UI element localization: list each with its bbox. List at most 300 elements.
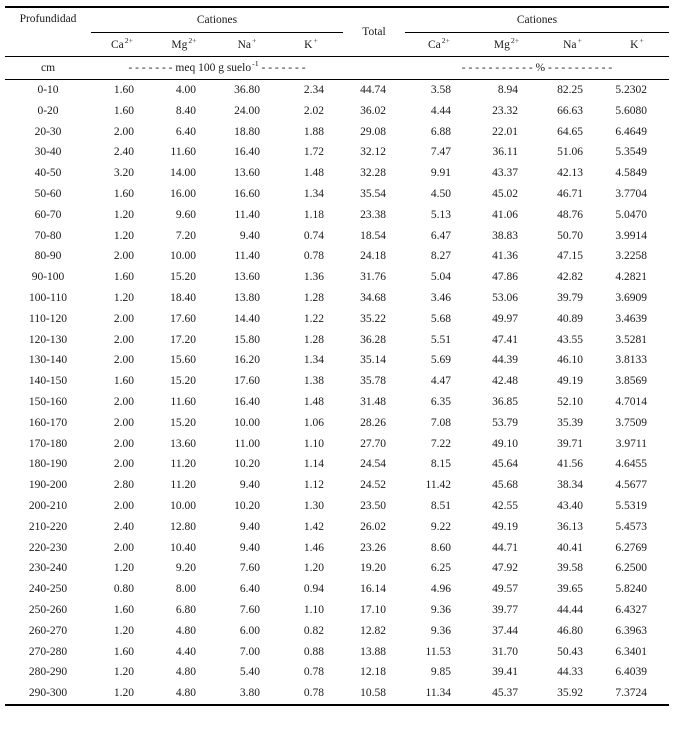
value-cell: 6.4039	[615, 666, 647, 679]
value-cell: 6.2769	[615, 541, 647, 554]
value-cell: 11.20	[170, 479, 196, 492]
value-cell: 6.4649	[615, 125, 647, 138]
value-cell: 45.64	[492, 458, 518, 471]
depth-cell: 30-40	[34, 146, 62, 159]
value-cell: 7.22	[430, 437, 451, 450]
value-cell: 5.8240	[615, 583, 647, 596]
header-cationes-pct: Cationes	[405, 7, 669, 33]
value-cell: 31.70	[492, 645, 518, 658]
ion-label: K	[304, 38, 313, 51]
value-cell: 16.60	[234, 187, 260, 200]
table-row	[5, 246, 669, 267]
value-cell: 11.00	[234, 437, 260, 450]
depth-cell: 70-80	[34, 229, 62, 242]
value-cell: 35.22	[360, 312, 386, 325]
depth-cell: 210-220	[28, 520, 68, 533]
ion-superscript: +	[252, 35, 257, 45]
value-cell: 2.80	[113, 479, 134, 492]
value-cell: 49.10	[492, 437, 518, 450]
value-cell: 46.71	[557, 187, 583, 200]
value-cell: 9.40	[239, 229, 260, 242]
value-cell: 8.27	[430, 250, 451, 263]
value-cell: 26.02	[360, 520, 386, 533]
table-row	[5, 558, 669, 579]
value-cell: 13.60	[234, 271, 260, 284]
header-k-meq	[279, 33, 343, 57]
value-cell: 13.60	[170, 437, 196, 450]
value-cell: 3.7509	[615, 416, 647, 429]
ion-label: Ca	[427, 38, 441, 51]
value-cell: 7.47	[430, 146, 451, 159]
value-cell: 9.91	[430, 167, 451, 180]
value-cell: 24.52	[360, 479, 386, 492]
value-cell: 49.19	[557, 375, 583, 388]
value-cell: 14.40	[234, 312, 260, 325]
value-cell: 45.68	[492, 479, 518, 492]
value-cell: 15.60	[170, 354, 196, 367]
value-cell: 42.82	[557, 271, 583, 284]
value-cell: 6.2500	[615, 562, 647, 575]
ion-superscript: 2+	[510, 35, 520, 45]
depth-cell: 250-260	[28, 603, 68, 616]
value-cell: 5.0470	[615, 208, 647, 221]
value-cell: 2.00	[113, 395, 134, 408]
value-cell: 39.77	[492, 603, 518, 616]
depth-cell: 200-210	[28, 499, 68, 512]
units-meq-dashes-left: - - - - - - -	[128, 61, 173, 74]
value-cell: 32.28	[360, 167, 386, 180]
header-na-pct	[540, 33, 605, 57]
value-cell: 0.80	[113, 583, 134, 596]
depth-cell: 150-160	[28, 395, 68, 408]
value-cell: 31.48	[360, 395, 386, 408]
header-profundidad: Profundidad	[5, 7, 91, 57]
value-cell: 9.40	[239, 541, 260, 554]
value-cell: 15.20	[170, 416, 196, 429]
value-cell: 5.13	[430, 208, 451, 221]
value-cell: 8.94	[497, 84, 518, 96]
value-cell: 50.70	[557, 229, 583, 242]
value-cell: 47.41	[492, 333, 518, 346]
depth-cell: 180-190	[28, 458, 68, 471]
value-cell: 15.20	[170, 271, 196, 284]
value-cell: 9.36	[430, 603, 451, 616]
value-cell: 6.40	[175, 125, 196, 138]
depth-cell: 120-130	[28, 333, 68, 346]
depth-cell: 50-60	[34, 187, 62, 200]
value-cell: 5.4573	[615, 520, 647, 533]
value-cell: 44.44	[557, 603, 583, 616]
value-cell: 5.68	[430, 312, 451, 325]
units-row	[5, 57, 669, 80]
value-cell: 39.65	[557, 583, 583, 596]
value-cell: 34.68	[360, 291, 386, 304]
ion-label: K	[630, 38, 639, 51]
value-cell: 13.60	[234, 167, 260, 180]
value-cell: 0.78	[303, 250, 324, 263]
value-cell: 43.40	[557, 499, 583, 512]
value-cell: 24.54	[360, 458, 386, 471]
value-cell: 2.00	[113, 437, 134, 450]
units-meq-superscript: -1	[252, 58, 259, 68]
ion-label: Mg	[493, 38, 510, 51]
value-cell: 42.55	[492, 499, 518, 512]
value-cell: 1.10	[303, 437, 324, 450]
value-cell: 11.40	[234, 208, 260, 221]
value-cell: 13.80	[234, 291, 260, 304]
value-cell: 6.47	[430, 229, 451, 242]
ion-label: Ca	[110, 38, 124, 51]
value-cell: 18.40	[170, 291, 196, 304]
value-cell: 2.00	[113, 250, 134, 263]
ion-label: Na	[237, 38, 251, 51]
value-cell: 1.60	[113, 375, 134, 388]
value-cell: 17.10	[360, 603, 386, 616]
value-cell: 28.26	[360, 416, 386, 429]
value-cell: 2.00	[113, 354, 134, 367]
depth-cell: 260-270	[28, 624, 68, 637]
value-cell: 66.63	[557, 104, 583, 117]
value-cell: 8.51	[430, 499, 451, 512]
value-cell: 3.8569	[615, 375, 647, 388]
value-cell: 1.28	[303, 291, 324, 304]
units-depth-cell: cm	[5, 57, 91, 80]
value-cell: 44.71	[492, 541, 518, 554]
value-cell: 47.15	[557, 250, 583, 263]
value-cell: 0.78	[303, 687, 324, 700]
value-cell: 2.34	[303, 84, 324, 96]
value-cell: 16.20	[234, 354, 260, 367]
value-cell: 41.36	[492, 250, 518, 263]
value-cell: 17.60	[234, 375, 260, 388]
cation-table	[5, 6, 669, 706]
depth-cell: 130-140	[28, 354, 68, 367]
value-cell: 18.54	[360, 229, 386, 242]
value-cell: 1.20	[113, 562, 134, 575]
depth-cell: 80-90	[34, 250, 62, 263]
value-cell: 9.20	[175, 562, 196, 575]
ion-superscript: +	[639, 35, 644, 45]
value-cell: 42.48	[492, 375, 518, 388]
value-cell: 15.80	[234, 333, 260, 346]
value-cell: 40.89	[557, 312, 583, 325]
value-cell: 0.74	[303, 229, 324, 242]
depth-cell: 40-50	[34, 167, 62, 180]
value-cell: 1.22	[303, 312, 324, 325]
value-cell: 10.40	[170, 541, 196, 554]
value-cell: 1.20	[113, 208, 134, 221]
value-cell: 1.20	[113, 624, 134, 637]
value-cell: 23.26	[360, 541, 386, 554]
value-cell: 24.00	[234, 104, 260, 117]
value-cell: 3.6909	[615, 291, 647, 304]
units-meq-cell	[91, 57, 343, 80]
value-cell: 41.06	[492, 208, 518, 221]
table-row	[5, 538, 669, 559]
value-cell: 46.80	[557, 624, 583, 637]
table-row	[5, 413, 669, 434]
value-cell: 5.6080	[615, 104, 647, 117]
depth-cell: 190-200	[28, 479, 68, 492]
value-cell: 5.40	[239, 666, 260, 679]
table-row	[5, 122, 669, 143]
value-cell: 1.88	[303, 125, 324, 138]
value-cell: 49.19	[492, 520, 518, 533]
table-row	[5, 205, 669, 226]
depth-cell: 100-110	[29, 291, 67, 304]
depth-cell: 20-30	[34, 125, 62, 138]
value-cell: 44.39	[492, 354, 518, 367]
value-cell: 4.5677	[615, 479, 647, 492]
value-cell: 2.00	[113, 333, 134, 346]
value-cell: 6.35	[430, 395, 451, 408]
value-cell: 39.71	[557, 437, 583, 450]
table-row	[5, 600, 669, 621]
value-cell: 1.48	[303, 395, 324, 408]
value-cell: 1.14	[303, 458, 324, 471]
table-body	[5, 57, 669, 705]
value-cell: 7.60	[239, 562, 260, 575]
value-cell: 17.20	[170, 333, 196, 346]
value-cell: 4.7014	[615, 395, 647, 408]
value-cell: 41.56	[557, 458, 583, 471]
table-row	[5, 330, 669, 351]
value-cell: 1.60	[113, 187, 134, 200]
depth-cell: 140-150	[28, 375, 68, 388]
value-cell: 9.36	[430, 624, 451, 637]
value-cell: 35.54	[360, 187, 386, 200]
header-cationes-meq: Cationes	[91, 7, 343, 33]
value-cell: 9.40	[239, 479, 260, 492]
ion-label: Mg	[171, 38, 188, 51]
value-cell: 1.30	[303, 499, 324, 512]
value-cell: 45.02	[492, 187, 518, 200]
value-cell: 5.2302	[615, 84, 647, 96]
value-cell: 53.79	[492, 416, 518, 429]
value-cell: 5.04	[430, 271, 451, 284]
value-cell: 2.00	[113, 416, 134, 429]
value-cell: 11.40	[234, 250, 260, 263]
value-cell: 11.60	[170, 395, 196, 408]
table-row	[5, 642, 669, 663]
value-cell: 1.60	[113, 603, 134, 616]
units-total-cell	[343, 57, 405, 80]
value-cell: 46.10	[557, 354, 583, 367]
table-row	[5, 309, 669, 330]
value-cell: 5.51	[430, 333, 451, 346]
value-cell: 51.06	[557, 146, 583, 159]
value-cell: 2.00	[113, 541, 134, 554]
value-cell: 9.60	[175, 208, 196, 221]
ion-superscript: +	[313, 35, 318, 45]
value-cell: 1.60	[113, 271, 134, 284]
value-cell: 35.14	[360, 354, 386, 367]
value-cell: 36.11	[492, 146, 518, 159]
depth-cell: 110-120	[29, 312, 67, 325]
value-cell: 8.60	[430, 541, 451, 554]
header-ca-pct	[405, 33, 473, 57]
table-row	[5, 142, 669, 163]
value-cell: 35.78	[360, 375, 386, 388]
value-cell: 3.9914	[615, 229, 647, 242]
value-cell: 1.20	[113, 229, 134, 242]
value-cell: 36.80	[234, 84, 260, 96]
value-cell: 35.39	[557, 416, 583, 429]
value-cell: 0.82	[303, 624, 324, 637]
depth-cell: 0-10	[37, 84, 59, 96]
value-cell: 4.80	[175, 624, 196, 637]
value-cell: 2.40	[113, 146, 134, 159]
value-cell: 36.28	[360, 333, 386, 346]
value-cell: 1.46	[303, 541, 324, 554]
table-row	[5, 80, 669, 101]
value-cell: 1.12	[303, 479, 324, 492]
value-cell: 10.00	[170, 499, 196, 512]
value-cell: 31.76	[360, 271, 386, 284]
value-cell: 4.80	[175, 666, 196, 679]
value-cell: 3.7704	[615, 187, 647, 200]
value-cell: 6.40	[239, 583, 260, 596]
ion-header-row	[5, 33, 669, 57]
units-pct-cell: - - - - - - - - - - - % - - - - - - - - - -	[405, 57, 669, 80]
value-cell: 39.41	[492, 666, 518, 679]
depth-cell: 290-300	[28, 687, 68, 700]
value-cell: 11.60	[170, 146, 196, 159]
value-cell: 1.72	[303, 146, 324, 159]
value-cell: 4.5849	[615, 167, 647, 180]
header-total: Total	[343, 7, 405, 57]
table-row	[5, 454, 669, 475]
value-cell: 9.22	[430, 520, 451, 533]
table-row	[5, 392, 669, 413]
value-cell: 11.53	[425, 645, 451, 658]
value-cell: 7.3724	[615, 687, 647, 700]
depth-cell: 90-100	[31, 271, 65, 284]
value-cell: 4.80	[175, 687, 196, 700]
depth-cell: 230-240	[28, 562, 68, 575]
value-cell: 8.00	[175, 583, 196, 596]
value-cell: 9.40	[239, 520, 260, 533]
value-cell: 29.08	[360, 125, 386, 138]
depth-cell: 220-230	[28, 541, 68, 554]
value-cell: 4.96	[430, 583, 451, 596]
value-cell: 47.86	[492, 271, 518, 284]
depth-cell: 240-250	[28, 583, 68, 596]
value-cell: 1.34	[303, 187, 324, 200]
value-cell: 1.60	[113, 104, 134, 117]
value-cell: 32.12	[360, 146, 386, 159]
units-meq-dashes-right: - - - - - - -	[261, 61, 306, 74]
value-cell: 36.02	[360, 104, 386, 117]
value-cell: 16.40	[234, 146, 260, 159]
table-row	[5, 101, 669, 122]
value-cell: 4.2821	[615, 271, 647, 284]
value-cell: 4.00	[175, 84, 196, 96]
value-cell: 5.5319	[615, 499, 647, 512]
value-cell: 0.94	[303, 583, 324, 596]
table-row	[5, 267, 669, 288]
value-cell: 10.00	[234, 416, 260, 429]
value-cell: 1.60	[113, 645, 134, 658]
value-cell: 43.55	[557, 333, 583, 346]
value-cell: 36.13	[557, 520, 583, 533]
value-cell: 14.00	[170, 167, 196, 180]
value-cell: 4.44	[430, 104, 451, 117]
group-header-row	[5, 7, 669, 33]
value-cell: 6.3963	[615, 624, 647, 637]
value-cell: 4.47	[430, 375, 451, 388]
value-cell: 35.92	[557, 687, 583, 700]
value-cell: 3.8133	[615, 354, 647, 367]
value-cell: 23.50	[360, 499, 386, 512]
value-cell: 16.14	[360, 583, 386, 596]
value-cell: 6.4327	[615, 603, 647, 616]
table-row	[5, 621, 669, 642]
value-cell: 3.20	[113, 167, 134, 180]
value-cell: 11.34	[425, 687, 451, 700]
value-cell: 49.97	[492, 312, 518, 325]
value-cell: 7.20	[175, 229, 196, 242]
value-cell: 18.80	[234, 125, 260, 138]
table-row	[5, 496, 669, 517]
value-cell: 50.43	[557, 645, 583, 658]
table-row	[5, 579, 669, 600]
table-row	[5, 288, 669, 309]
value-cell: 1.48	[303, 167, 324, 180]
value-cell: 4.50	[430, 187, 451, 200]
ion-superscript: 2+	[124, 35, 134, 45]
value-cell: 13.88	[360, 645, 386, 658]
value-cell: 1.38	[303, 375, 324, 388]
depth-cell: 160-170	[28, 416, 68, 429]
value-cell: 5.69	[430, 354, 451, 367]
value-cell: 3.9711	[615, 437, 647, 450]
table-row	[5, 350, 669, 371]
value-cell: 15.20	[170, 375, 196, 388]
value-cell: 3.2258	[615, 250, 647, 263]
value-cell: 7.08	[430, 416, 451, 429]
header-k-pct	[605, 33, 669, 57]
value-cell: 7.60	[239, 603, 260, 616]
table-row	[5, 517, 669, 538]
ion-superscript: 2+	[441, 35, 451, 45]
value-cell: 16.40	[234, 395, 260, 408]
value-cell: 4.6455	[615, 458, 647, 471]
table-row	[5, 475, 669, 496]
value-cell: 37.44	[492, 624, 518, 637]
value-cell: 11.20	[170, 458, 196, 471]
value-cell: 2.00	[113, 499, 134, 512]
value-cell: 2.40	[113, 520, 134, 533]
table-row	[5, 163, 669, 184]
value-cell: 2.00	[113, 458, 134, 471]
header-mg-meq	[153, 33, 215, 57]
value-cell: 1.34	[303, 354, 324, 367]
table-row	[5, 434, 669, 455]
value-cell: 1.10	[303, 603, 324, 616]
value-cell: 10.58	[360, 687, 386, 700]
value-cell: 3.4639	[615, 312, 647, 325]
depth-cell: 270-280	[28, 645, 68, 658]
value-cell: 6.88	[430, 125, 451, 138]
value-cell: 27.70	[360, 437, 386, 450]
value-cell: 82.25	[557, 84, 583, 96]
value-cell: 1.20	[113, 291, 134, 304]
value-cell: 3.46	[430, 291, 451, 304]
value-cell: 45.37	[492, 687, 518, 700]
value-cell: 12.82	[360, 624, 386, 637]
value-cell: 53.06	[492, 291, 518, 304]
